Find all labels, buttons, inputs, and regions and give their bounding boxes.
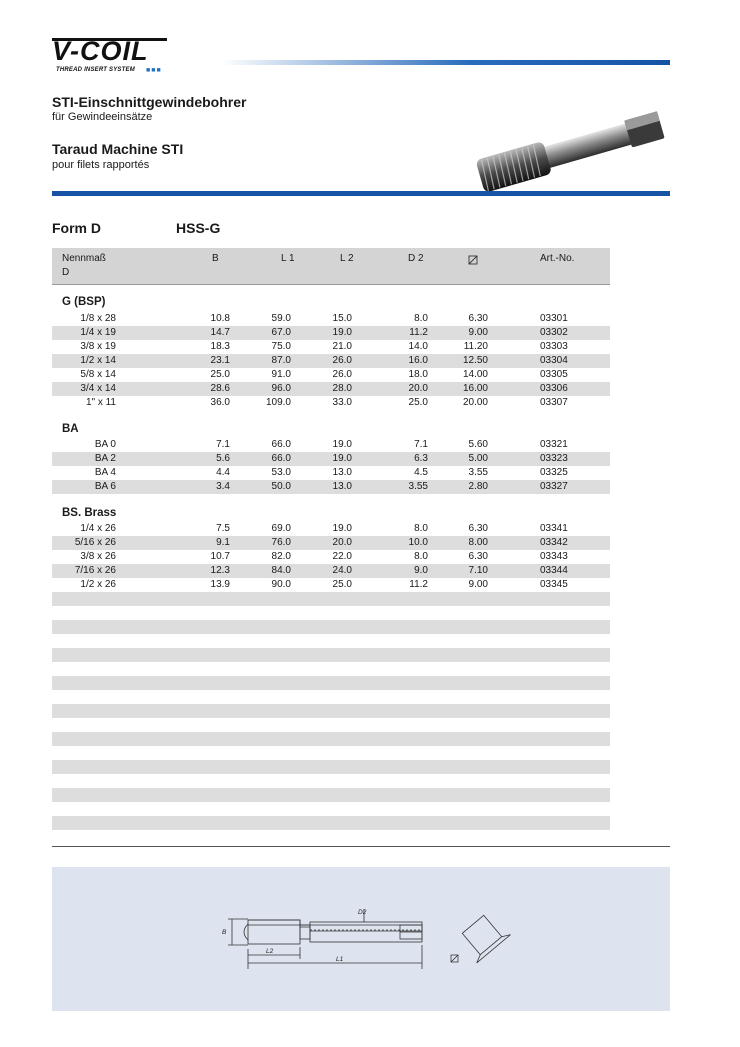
drawing-panel <box>52 867 670 1011</box>
table-cell: 10.8 <box>210 313 230 324</box>
table-cell: 03345 <box>540 579 568 590</box>
table-row <box>52 564 610 578</box>
section-title: BS. Brass <box>62 507 117 519</box>
table-cell: 5/8 x 14 <box>80 369 116 380</box>
table-cell: 1/8 x 28 <box>80 313 116 324</box>
header-b: B <box>212 253 219 264</box>
empty-row <box>52 816 610 830</box>
table-row <box>52 396 610 410</box>
table-header <box>52 248 610 285</box>
table-cell: 8.0 <box>414 523 428 534</box>
header-size-d: D <box>62 267 70 278</box>
section-title: G (BSP) <box>62 296 106 308</box>
empty-row <box>52 592 610 606</box>
table-row <box>52 340 610 354</box>
table-cell: 13.0 <box>332 467 352 478</box>
title-fr: Taraud Machine STI <box>52 141 184 157</box>
table-row <box>52 452 610 466</box>
table-cell: 16.0 <box>408 355 428 366</box>
table-cell: 03321 <box>540 439 568 450</box>
empty-row <box>52 676 610 690</box>
table-cell: 03327 <box>540 481 568 492</box>
table-cell: 5/16 x 26 <box>74 537 116 548</box>
table-cell: 9.1 <box>216 537 230 548</box>
table-cell: 7.1 <box>414 439 428 450</box>
table-cell: 87.0 <box>271 355 291 366</box>
header-d2: D 2 <box>408 253 424 264</box>
header-art: Art.-No. <box>540 253 575 264</box>
table-cell: 03301 <box>540 313 568 324</box>
table-cell: 7/16 x 26 <box>74 565 116 576</box>
table-cell: 36.0 <box>210 397 230 408</box>
table-row <box>52 522 610 536</box>
table-cell: 3.4 <box>216 481 230 492</box>
table-cell: 03303 <box>540 341 568 352</box>
table-cell: 3/4 x 14 <box>80 383 116 394</box>
table-cell: 5.6 <box>216 453 230 464</box>
table-cell: 03342 <box>540 537 568 548</box>
table-cell: 5.00 <box>468 453 488 464</box>
table-cell: 96.0 <box>271 383 291 394</box>
table-cell: 75.0 <box>271 341 291 352</box>
table-cell: 10.0 <box>408 537 428 548</box>
table-cell: 28.0 <box>332 383 352 394</box>
table-cell: 2.80 <box>468 481 488 492</box>
table-cell: 03305 <box>540 369 568 380</box>
title-de: STI-Einschnittgewindebohrer <box>52 94 247 110</box>
empty-row <box>52 648 610 662</box>
table-cell: 03343 <box>540 551 568 562</box>
form-label: Form D <box>52 220 101 236</box>
table-cell: 7.5 <box>216 523 230 534</box>
table-cell: 9.00 <box>468 579 488 590</box>
table-row <box>52 354 610 368</box>
table-cell: 11.2 <box>409 327 428 338</box>
table-cell: 12.3 <box>210 565 230 576</box>
table-cell: 1/2 x 26 <box>80 579 116 590</box>
dim-label-l1: L1 <box>336 956 344 963</box>
table-cell: 8.00 <box>468 537 488 548</box>
table-cell: 21.0 <box>332 341 352 352</box>
table-row <box>52 326 610 340</box>
table-cell: 18.0 <box>408 369 428 380</box>
dim-label-b: B <box>222 929 227 936</box>
logo-dots-icon: ■■■ <box>146 67 162 74</box>
dim-label-l2: L2 <box>266 948 274 955</box>
table-cell: 91.0 <box>271 369 291 380</box>
table-cell: 25.0 <box>210 369 230 380</box>
table-cell: 03325 <box>540 467 568 478</box>
table-cell: 50.0 <box>271 481 291 492</box>
table-cell: 6.30 <box>468 551 488 562</box>
table-cell: 20.0 <box>408 383 428 394</box>
square-drive-icon <box>468 255 478 268</box>
table-row <box>52 578 610 592</box>
table-cell: 03304 <box>540 355 568 366</box>
table-cell: 26.0 <box>332 355 352 366</box>
table-cell: 3.55 <box>408 481 428 492</box>
table-cell: 03307 <box>540 397 568 408</box>
table-cell: 20.0 <box>332 537 352 548</box>
table-cell: 33.0 <box>332 397 352 408</box>
table-cell: 1/4 x 19 <box>80 327 116 338</box>
empty-row <box>52 760 610 774</box>
table-cell: 14.0 <box>408 341 428 352</box>
table-row <box>52 368 610 382</box>
table-cell: 26.0 <box>332 369 352 380</box>
table-row <box>52 438 610 452</box>
table-cell: 3/8 x 19 <box>80 341 116 352</box>
table-cell: 19.0 <box>332 327 352 338</box>
header-rule <box>222 60 670 65</box>
table-cell: 03323 <box>540 453 568 464</box>
table-cell: 4.4 <box>216 467 230 478</box>
material-label: HSS-G <box>176 220 221 236</box>
table-cell: 12.50 <box>462 355 488 366</box>
table-cell: 7.1 <box>216 439 230 450</box>
table-cell: 16.00 <box>462 383 488 394</box>
table-cell: 1/4 x 26 <box>80 523 116 534</box>
table-cell: 9.0 <box>414 565 428 576</box>
dim-label-d2: D2 <box>358 909 367 916</box>
table-cell: 3.55 <box>468 467 488 478</box>
table-cell: 8.0 <box>414 313 428 324</box>
table-cell: 84.0 <box>271 565 291 576</box>
square-drive-icon <box>451 955 458 962</box>
empty-row <box>52 704 610 718</box>
brand-logo <box>52 36 174 78</box>
table-cell: 90.0 <box>271 579 291 590</box>
table-cell: 20.00 <box>462 397 488 408</box>
table-cell: 18.3 <box>210 341 230 352</box>
table-cell: 28.6 <box>210 383 230 394</box>
table-cell: 03306 <box>540 383 568 394</box>
table-cell: 25.0 <box>408 397 428 408</box>
table-cell: BA 0 <box>94 439 116 450</box>
bottom-rule <box>52 846 670 847</box>
table-cell: 14.00 <box>462 369 488 380</box>
table-cell: 3/8 x 26 <box>80 551 116 562</box>
table-cell: 6.3 <box>414 453 428 464</box>
table-cell: 22.0 <box>332 551 352 562</box>
table-cell: 11.20 <box>463 341 488 352</box>
table-cell: 4.5 <box>414 467 428 478</box>
section-rule <box>52 191 670 196</box>
table-cell: 03344 <box>540 565 568 576</box>
table-cell: 03302 <box>540 327 568 338</box>
empty-row <box>52 788 610 802</box>
empty-row <box>52 732 610 746</box>
table-row <box>52 382 610 396</box>
table-cell: BA 6 <box>94 481 116 492</box>
table-cell: 7.10 <box>468 565 488 576</box>
tap-technical-drawing <box>52 867 670 1011</box>
header-size: Nennmaß <box>62 253 106 264</box>
table-cell: 19.0 <box>332 439 352 450</box>
table-cell: 53.0 <box>271 467 291 478</box>
brand-tagline: THREAD INSERT SYSTEM <box>56 67 135 73</box>
table-cell: 6.30 <box>468 523 488 534</box>
table-cell: 23.1 <box>210 355 230 366</box>
brand-name: V-COIL <box>52 36 149 66</box>
tap-photo <box>468 82 673 202</box>
header-l2: L 2 <box>340 253 354 264</box>
table-row <box>52 312 610 326</box>
subtitle-fr: pour filets rapportés <box>52 159 150 171</box>
table-cell: 8.0 <box>414 551 428 562</box>
table-cell: 67.0 <box>271 327 291 338</box>
table-cell: BA 4 <box>94 467 116 478</box>
table-cell: 66.0 <box>271 453 291 464</box>
table-cell: BA 2 <box>94 453 116 464</box>
table-cell: 59.0 <box>271 313 291 324</box>
header-l1: L 1 <box>281 253 295 264</box>
table-cell: 10.7 <box>210 551 230 562</box>
table-row <box>52 466 610 480</box>
section-title: BA <box>62 423 79 435</box>
table-cell: 13.9 <box>210 579 230 590</box>
table-cell: 109.0 <box>265 397 291 408</box>
table-row <box>52 536 610 550</box>
table-cell: 19.0 <box>332 453 352 464</box>
table-cell: 19.0 <box>332 523 352 534</box>
table-cell: 76.0 <box>271 537 291 548</box>
table-cell: 1" x 11 <box>85 397 116 408</box>
table-cell: 14.7 <box>210 327 230 338</box>
table-cell: 69.0 <box>271 523 291 534</box>
table-cell: 6.30 <box>468 313 488 324</box>
table-cell: 5.60 <box>468 439 488 450</box>
table-cell: 25.0 <box>332 579 352 590</box>
table-cell: 1/2 x 14 <box>80 355 116 366</box>
table-cell: 13.0 <box>332 481 352 492</box>
table-cell: 9.00 <box>468 327 488 338</box>
table-cell: 82.0 <box>271 551 291 562</box>
table-cell: 24.0 <box>332 565 352 576</box>
table-row <box>52 550 610 564</box>
table-row <box>52 480 610 494</box>
subtitle-de: für Gewindeeinsätze <box>52 111 153 123</box>
table-cell: 03341 <box>540 523 568 534</box>
table-cell: 66.0 <box>271 439 291 450</box>
table-cell: 11.2 <box>409 579 428 590</box>
table-cell: 15.0 <box>332 313 352 324</box>
empty-row <box>52 620 610 634</box>
